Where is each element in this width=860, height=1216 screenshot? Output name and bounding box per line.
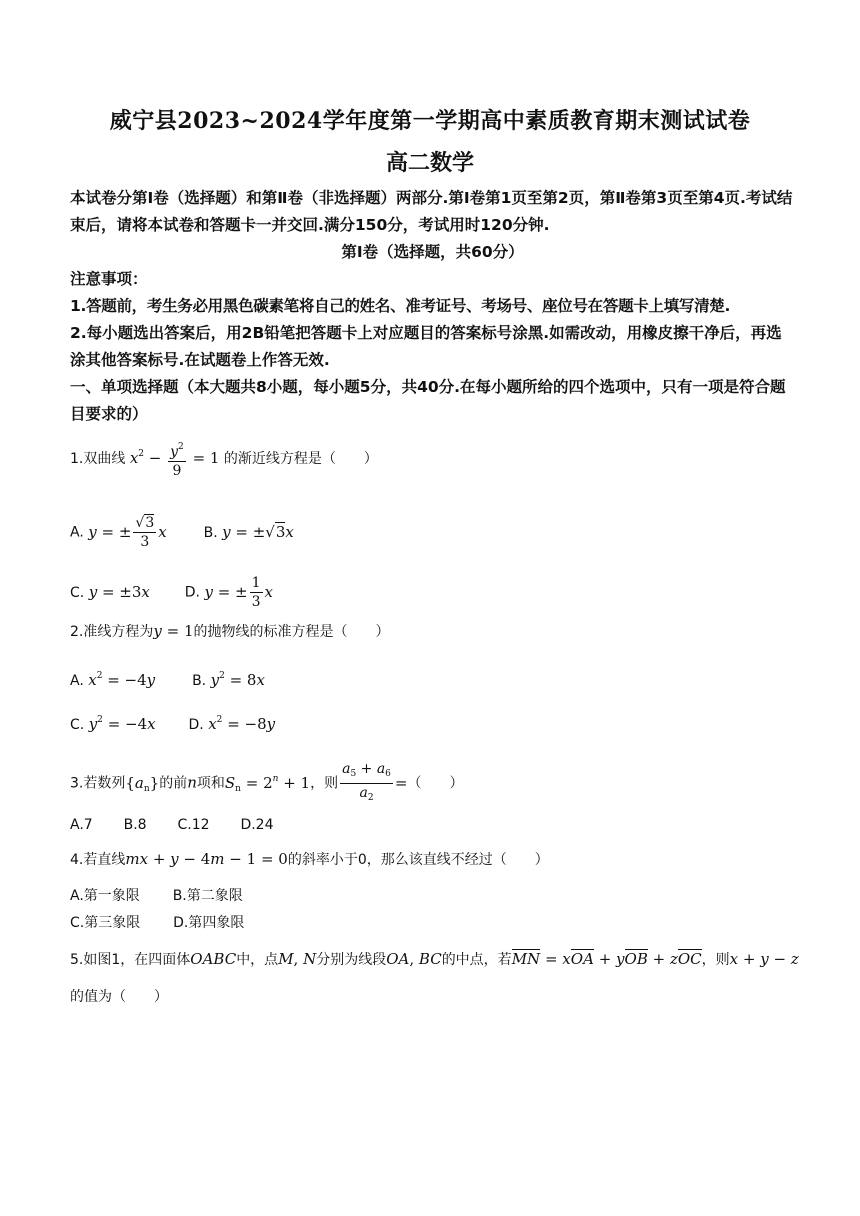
option-4b: B.第二象限 xyxy=(172,888,243,904)
exam-title: 威宁县2023~2024学年度第一学期高中素质教育期末测试试卷 xyxy=(109,108,751,134)
instructions xyxy=(70,185,795,428)
intro-paragraph: 本试卷分第Ⅰ卷（选择题）和第Ⅱ卷（非选择题）两部分.第Ⅰ卷第1页至第2页，第Ⅱ卷第3页至第4页.考试结束后，请将本试卷和答题卡一并交回.满分150分，考试用时120分钟. xyxy=(70,189,793,234)
question-1-options-cd xyxy=(70,574,273,611)
option-3b: B.8 xyxy=(123,817,147,833)
subject-title: 高二数学 xyxy=(385,150,474,176)
option-1a: A. y = ± $\frac{√3}{3}$ x xyxy=(70,515,167,550)
option-2a: A. $x^2 = -4y$ xyxy=(70,671,156,689)
option-2b: B. $y^2 = 8x$ xyxy=(192,671,265,689)
option-1d: D. y = ± $\frac{1}{3}$ x xyxy=(184,575,273,610)
question-3-stem: 3.若数列$\{a_n\}$的前n项和$S_n = 2^n + 1$，则 $\frac{a_5 + a_6}{a_2}$ =（ ） xyxy=(70,761,464,803)
question-1-suffix: 的渐近线方程是（ ） xyxy=(223,451,378,467)
question-3-options xyxy=(70,814,273,836)
option-1c: C. y = ±3x xyxy=(70,582,150,601)
question-2-stem: 2.准线方程为y = 1的抛物线的标准方程是（ ） xyxy=(70,622,390,640)
option-3d: D.24 xyxy=(240,817,274,833)
option-2d: D. $x^2 = -8y$ xyxy=(188,715,276,733)
notice-item-2: 2.每小题选出答案后，用2B铅笔把答题卡上对应题目的答案标号涂黑.如需改动，用橡皮擦干净后，再选涂其他答案标号.在试题卷上作答无效. xyxy=(70,324,782,369)
question-2-options-ab xyxy=(70,665,265,692)
option-2c: C. $y^2 = -4x$ xyxy=(70,715,156,733)
question-5-line2: 的值为（ ） xyxy=(70,989,168,1005)
option-4c: C.第三象限 xyxy=(70,915,141,931)
part-heading: 一、单项选择题（本大题共8小题，每小题5分，共40分.在每小题所给的四个选项中，只有一项是符合题目要求的） xyxy=(70,378,786,423)
question-1-stem xyxy=(70,438,378,480)
option-3a: A.7 xyxy=(70,817,93,833)
question-4-options-ab xyxy=(70,885,243,907)
option-1b: B. y = ±√3x xyxy=(203,522,294,541)
question-5-stem: 5.如图1，在四面体OABC中，点M, N分别为线段OA, BC的中点，若MN = xOA + yOB + zOC，则x + y − z xyxy=(70,950,799,968)
question-2-options-cd xyxy=(70,709,275,736)
notice-item-1: 1.答题前，考生务必用黑色碳素笔将自己的姓名、准考证号、考场号、座位号在答题卡上填写清楚. xyxy=(70,297,731,315)
hyperbola-equation: $x^2$ − $\frac{y^2}{9}$ = 1 xyxy=(130,449,220,467)
option-3c: C.12 xyxy=(177,817,210,833)
question-4-options-cd xyxy=(70,912,244,934)
notice-heading: 注意事项： xyxy=(70,270,148,288)
section-heading: 第Ⅰ卷（选择题，共60分） xyxy=(341,243,524,261)
option-4d: D.第四象限 xyxy=(173,915,245,931)
question-4-stem: 4.若直线mx + y − 4m − 1 = 0的斜率小于0，那么该直线不经过（ ） xyxy=(70,850,549,868)
question-1-prefix: 1.双曲线 xyxy=(70,451,126,467)
question-1-options-ab xyxy=(70,514,294,551)
option-4a: A.第一象限 xyxy=(70,888,140,904)
